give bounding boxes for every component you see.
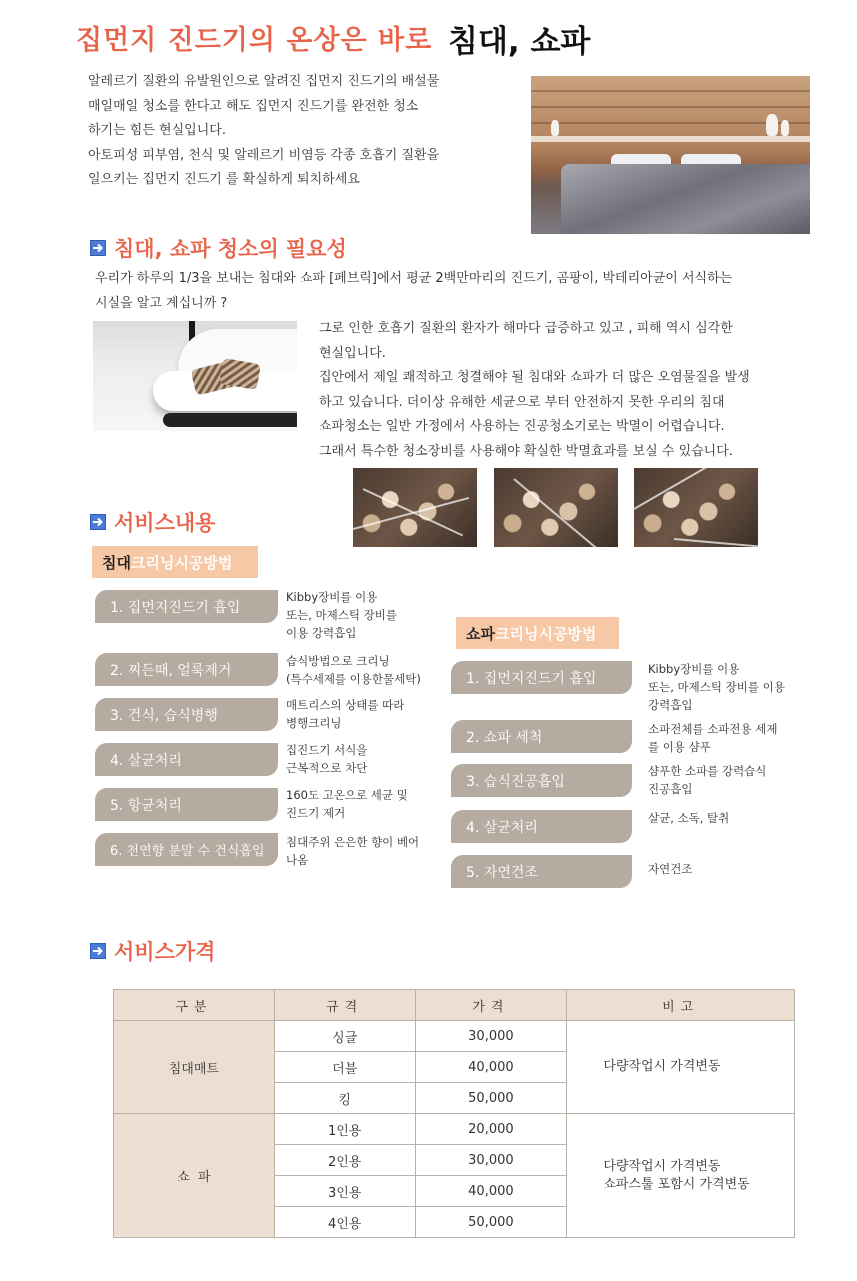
bed-method-highlight: 침대 bbox=[102, 553, 131, 572]
bed-step-pill: 4. 살균처리 bbox=[95, 743, 278, 776]
need-lead-line: 시실을 알고 계십니까 ? bbox=[95, 295, 228, 311]
desc-line: 근복적으로 차단 bbox=[286, 761, 368, 775]
desc-line: 매트리스의 상태를 따라 bbox=[286, 698, 405, 712]
sofa-step-desc bbox=[648, 720, 778, 756]
desc-line: 소파전체를 소파전용 세제 bbox=[648, 722, 778, 736]
sofa-step-pill: 5. 자연건조 bbox=[451, 855, 632, 888]
section-heading-service bbox=[90, 507, 215, 537]
price-cell: 40,000 bbox=[415, 1176, 567, 1207]
sofa-step-pill: 2. 쇼파 세척 bbox=[451, 720, 632, 753]
bed-step-desc bbox=[286, 833, 419, 869]
sofa-step-pill: 3. 습식진공흡입 bbox=[451, 764, 632, 797]
desc-line: 진공흡입 bbox=[648, 782, 693, 796]
desc-line: 침대주위 은은한 향이 베어 bbox=[286, 835, 420, 849]
column-header: 구분 bbox=[114, 990, 275, 1021]
column-header: 규격 bbox=[274, 990, 415, 1021]
intro-line: 알레르기 질환의 유발원인으로 알려진 집먼지 진드기의 배설물 bbox=[88, 74, 440, 89]
need-body bbox=[319, 317, 750, 464]
sofa-method-tag bbox=[456, 617, 619, 649]
section-title: 서비스가격 bbox=[114, 940, 216, 964]
chair-photo bbox=[93, 321, 297, 431]
price-cell: 30,000 bbox=[415, 1021, 567, 1052]
note-cell bbox=[567, 1021, 795, 1114]
desc-line: 강력흡입 bbox=[648, 698, 693, 712]
sofa-step-desc bbox=[648, 660, 785, 714]
desc-line: 나옴 bbox=[286, 853, 309, 867]
category-cell: 침대매트 bbox=[114, 1021, 275, 1114]
desc-line: 병행크리닝 bbox=[286, 716, 342, 730]
size-cell: 2인용 bbox=[274, 1145, 415, 1176]
desc-line: 또는, 마제스틱 장비를 이용 bbox=[648, 680, 785, 694]
mite-photo bbox=[634, 468, 758, 547]
mite-photo bbox=[353, 468, 477, 547]
category-cell: 쇼 파 bbox=[114, 1114, 275, 1238]
column-header: 가격 bbox=[415, 990, 567, 1021]
price-cell: 30,000 bbox=[415, 1145, 567, 1176]
desc-line: 집진드기 서식을 bbox=[286, 743, 368, 757]
desc-line: 또는, 마제스틱 장비를 bbox=[286, 608, 397, 622]
bed-step-desc bbox=[286, 786, 408, 822]
sofa-step-desc bbox=[648, 809, 729, 827]
sofa-step-pill: 1. 집먼지진드기 흡입 bbox=[451, 661, 632, 694]
arrow-icon bbox=[90, 514, 106, 530]
page-title: 집먼지 진드기의 온상은 바로 bbox=[76, 25, 433, 56]
sofa-step-pill: 4. 살균처리 bbox=[451, 810, 632, 843]
size-cell: 더블 bbox=[274, 1052, 415, 1083]
size-cell: 싱글 bbox=[274, 1021, 415, 1052]
note-cell bbox=[567, 1114, 795, 1238]
desc-line: Kibby장비를 이용 bbox=[286, 590, 378, 604]
intro-line: 하기는 힘든 현실입니다. bbox=[88, 123, 226, 138]
table-header-row bbox=[114, 990, 795, 1021]
arrow-icon bbox=[90, 943, 106, 959]
need-body-line: 그래서 특수한 청소장비를 사용해야 확실한 박멸효과를 보실 수 있습니다. bbox=[319, 443, 733, 459]
bed-method-tag bbox=[92, 546, 258, 578]
need-lead-line: 우리가 하루의 1/3을 보내는 침대와 쇼파 [페브릭]에서 평균 2백만마리의 진드기, 곰팡이, 박테리아균이 서식하는 bbox=[95, 271, 733, 286]
price-cell: 50,000 bbox=[415, 1207, 567, 1238]
sofa-step-desc bbox=[648, 860, 692, 878]
desc-line: 자연건조 bbox=[648, 862, 693, 876]
note-line: 쇼파스툴 포함시 가격변동 bbox=[603, 1176, 750, 1192]
bed-step-desc bbox=[286, 741, 367, 777]
desc-line: Kibby장비를 이용 bbox=[648, 662, 740, 676]
size-cell: 1인용 bbox=[274, 1114, 415, 1145]
note-line: 다량작업시 가격변동 bbox=[603, 1059, 721, 1074]
page-title-highlight: 침대, 쇼파 bbox=[448, 24, 591, 60]
need-body-line: 하고 있습니다. 더이상 유해한 세균으로 부터 안전하지 못한 우리의 침대 bbox=[319, 394, 725, 410]
desc-line: 를 이용 샴푸 bbox=[648, 740, 711, 754]
bed-method-rest: 크리닝시공방법 bbox=[130, 553, 233, 572]
need-body-line: 현실입니다. bbox=[319, 345, 386, 361]
size-cell: 킹 bbox=[274, 1083, 415, 1114]
table-row bbox=[114, 1021, 795, 1052]
bedroom-photo bbox=[531, 76, 810, 234]
size-cell: 3인용 bbox=[274, 1176, 415, 1207]
desc-line: 샴푸한 소파를 강력습식 bbox=[648, 764, 767, 778]
sofa-method-rest: 크리닝시공방법 bbox=[494, 624, 597, 643]
bed-step-desc bbox=[286, 588, 397, 642]
section-title: 서비스내용 bbox=[114, 511, 216, 535]
bed-step-pill: 6. 천연향 분말 수 건식흡입 bbox=[95, 833, 278, 866]
section-heading-price bbox=[90, 936, 215, 966]
bed-step-pill: 3. 건식, 습식병행 bbox=[95, 698, 278, 731]
section-heading-need bbox=[90, 233, 347, 263]
arrow-icon bbox=[90, 240, 106, 256]
desc-line: 습식방법으로 크리닝 bbox=[286, 654, 390, 668]
intro-line: 아토피성 피부염, 천식 및 알레르기 비염등 각종 호흡기 질환을 bbox=[88, 147, 440, 163]
need-body-line: 그로 인한 호흡기 질환의 환자가 해마다 급증하고 있고 , 피해 역시 심각한 bbox=[319, 321, 733, 336]
note-line: 다량작업시 가격변동 bbox=[603, 1158, 721, 1174]
bed-step-pill: 2. 찌든때, 얼룩제거 bbox=[95, 653, 278, 686]
bed-step-desc bbox=[286, 696, 404, 732]
price-table bbox=[113, 989, 795, 1238]
table-row bbox=[114, 1114, 795, 1145]
need-body-line: 쇼파청소는 일반 가정에서 사용하는 진공청소기로는 박멸이 어렵습니다. bbox=[319, 419, 725, 434]
desc-line: 이용 강력흡입 bbox=[286, 626, 357, 640]
intro-line: 일으키는 집먼지 진드기 를 확실하게 퇴치하세요 bbox=[88, 172, 360, 187]
desc-line: 160도 고온으로 세균 및 bbox=[286, 788, 408, 802]
bed-step-pill: 1. 집먼지진드기 흡입 bbox=[95, 590, 278, 623]
price-cell: 50,000 bbox=[415, 1083, 567, 1114]
desc-line: 살균, 소독, 탈취 bbox=[648, 811, 730, 825]
section-title: 침대, 쇼파 청소의 필요성 bbox=[114, 237, 347, 261]
mite-photo bbox=[494, 468, 618, 547]
column-header: 비고 bbox=[567, 990, 795, 1021]
price-cell: 20,000 bbox=[415, 1114, 567, 1145]
need-lead bbox=[95, 267, 732, 316]
intro-line: 매일매일 청소를 한다고 해도 집먼지 진드기를 완전한 청소 bbox=[88, 98, 419, 114]
price-cell: 40,000 bbox=[415, 1052, 567, 1083]
sofa-step-desc bbox=[648, 762, 766, 798]
intro-paragraph bbox=[88, 70, 518, 193]
need-body-line: 집안에서 제일 쾌적하고 청결해야 될 침대와 쇼파가 더 많은 오염물질을 발생 bbox=[319, 370, 750, 385]
desc-line: 진드기 제거 bbox=[286, 806, 346, 820]
desc-line: (특수세제를 이용한물세탁) bbox=[286, 672, 421, 686]
size-cell: 4인용 bbox=[274, 1207, 415, 1238]
bed-step-pill: 5. 항균처리 bbox=[95, 788, 278, 821]
bed-step-desc bbox=[286, 652, 421, 688]
sofa-method-highlight: 쇼파 bbox=[466, 624, 495, 643]
